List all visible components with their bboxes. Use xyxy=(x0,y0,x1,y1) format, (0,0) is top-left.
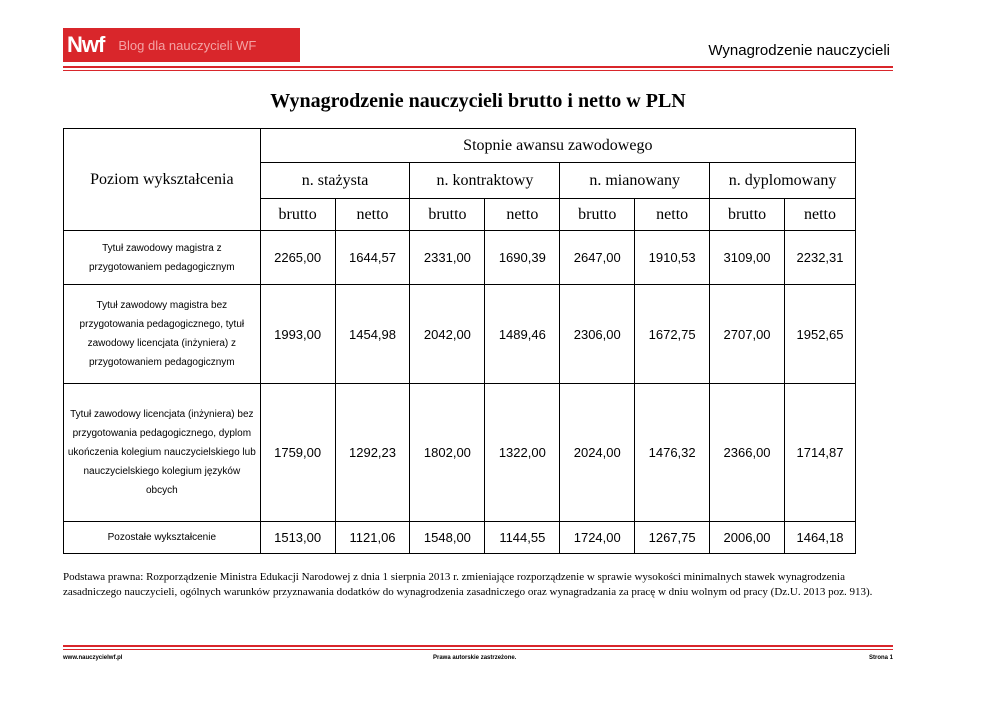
brutto-header: brutto xyxy=(410,199,485,231)
brutto-header: brutto xyxy=(260,199,335,231)
cell-value: 1672,75 xyxy=(635,285,710,384)
cell-value: 1144,55 xyxy=(485,522,560,554)
cell-value: 1759,00 xyxy=(260,384,335,522)
netto-header: netto xyxy=(485,199,560,231)
salary-table xyxy=(63,128,856,554)
row-label: Tytuł zawodowy magistra bez przygotowania pedagogicznego, tytuł zawodowy licencjata (inżyniera) z przygotowaniem pedagogicznym xyxy=(64,285,261,384)
cell-value: 1714,87 xyxy=(785,384,856,522)
cell-value: 1292,23 xyxy=(335,384,410,522)
cell-value: 1267,75 xyxy=(635,522,710,554)
table-row xyxy=(64,522,856,554)
cell-value: 1476,32 xyxy=(635,384,710,522)
cell-value: 1724,00 xyxy=(560,522,635,554)
level-header: n. kontraktowy xyxy=(410,163,560,199)
footer-website: www.nauczycielwf.pl xyxy=(63,655,123,661)
cell-value: 1644,57 xyxy=(335,231,410,285)
cell-value: 1464,18 xyxy=(785,522,856,554)
netto-header: netto xyxy=(635,199,710,231)
promotion-group-header: Stopnie awansu zawodowego xyxy=(260,129,855,163)
page-title: Wynagrodzenie nauczycieli brutto i netto w PLN xyxy=(270,90,686,112)
cell-value: 1802,00 xyxy=(410,384,485,522)
cell-value: 2331,00 xyxy=(410,231,485,285)
table-row xyxy=(64,384,856,522)
cell-value: 2265,00 xyxy=(260,231,335,285)
cell-value: 2366,00 xyxy=(710,384,785,522)
netto-header: netto xyxy=(785,199,856,231)
cell-value: 2042,00 xyxy=(410,285,485,384)
row-label: Tytuł zawodowy licencjata (inżyniera) bez przygotowania pedagogicznego, dyplom ukończenia kolegium nauczycielskiego lub nauczycielskiego kolegium języków obcych xyxy=(64,384,261,522)
cell-value: 2647,00 xyxy=(560,231,635,285)
cell-value: 2006,00 xyxy=(710,522,785,554)
cell-value: 1952,65 xyxy=(785,285,856,384)
row-label: Pozostałe wykształcenie xyxy=(64,522,261,554)
cell-value: 1690,39 xyxy=(485,231,560,285)
cell-value: 2232,31 xyxy=(785,231,856,285)
education-level-header: Poziom wykształcenia xyxy=(64,129,261,231)
brutto-header: brutto xyxy=(710,199,785,231)
cell-value: 1993,00 xyxy=(260,285,335,384)
footer-rights: Prawa autorskie zastrzeżone. xyxy=(433,655,517,661)
brutto-header: brutto xyxy=(560,199,635,231)
header-rule xyxy=(63,66,893,68)
cell-value: 1489,46 xyxy=(485,285,560,384)
footer-rule xyxy=(63,645,893,647)
table-row xyxy=(64,285,856,384)
cell-value: 1548,00 xyxy=(410,522,485,554)
level-header: n. mianowany xyxy=(560,163,710,199)
logo-tagline: Blog dla nauczycieli WF xyxy=(118,37,257,53)
cell-value: 1513,00 xyxy=(260,522,335,554)
netto-header: netto xyxy=(335,199,410,231)
legal-basis-note: Podstawa prawna: Rozporządzenie Ministra Edukacji Narodowej z dnia 1 sierpnia 2013 r. zmieniające rozporządzenie w sprawie wysokości minimalnych stawek wynagrodzenia zasadniczego nauczycieli, ogólnych warunków przyznawania dodatków do wynagrodzenia zasadniczego oraz wynagradzania za pracę w dniu wolnym od pracy (Dz.U. 2013 poz. 913). xyxy=(63,571,873,598)
row-label: Tytuł zawodowy magistra z przygotowaniem pedagogicznym xyxy=(64,231,261,285)
cell-value: 1454,98 xyxy=(335,285,410,384)
running-header: Wynagrodzenie nauczycieli xyxy=(708,42,890,59)
cell-value: 1121,06 xyxy=(335,522,410,554)
level-header: n. stażysta xyxy=(260,163,410,199)
table-row xyxy=(64,231,856,285)
cell-value: 2024,00 xyxy=(560,384,635,522)
blog-logo xyxy=(63,28,300,62)
logo-mark: Nwf xyxy=(67,32,105,57)
cell-value: 3109,00 xyxy=(710,231,785,285)
footer-rule-thin xyxy=(63,649,893,650)
cell-value: 2707,00 xyxy=(710,285,785,384)
cell-value: 2306,00 xyxy=(560,285,635,384)
header-rule-thin xyxy=(63,70,893,71)
footer-page-number: Strona 1 xyxy=(868,655,893,661)
cell-value: 1910,53 xyxy=(635,231,710,285)
level-header: n. dyplomowany xyxy=(710,163,856,199)
cell-value: 1322,00 xyxy=(485,384,560,522)
